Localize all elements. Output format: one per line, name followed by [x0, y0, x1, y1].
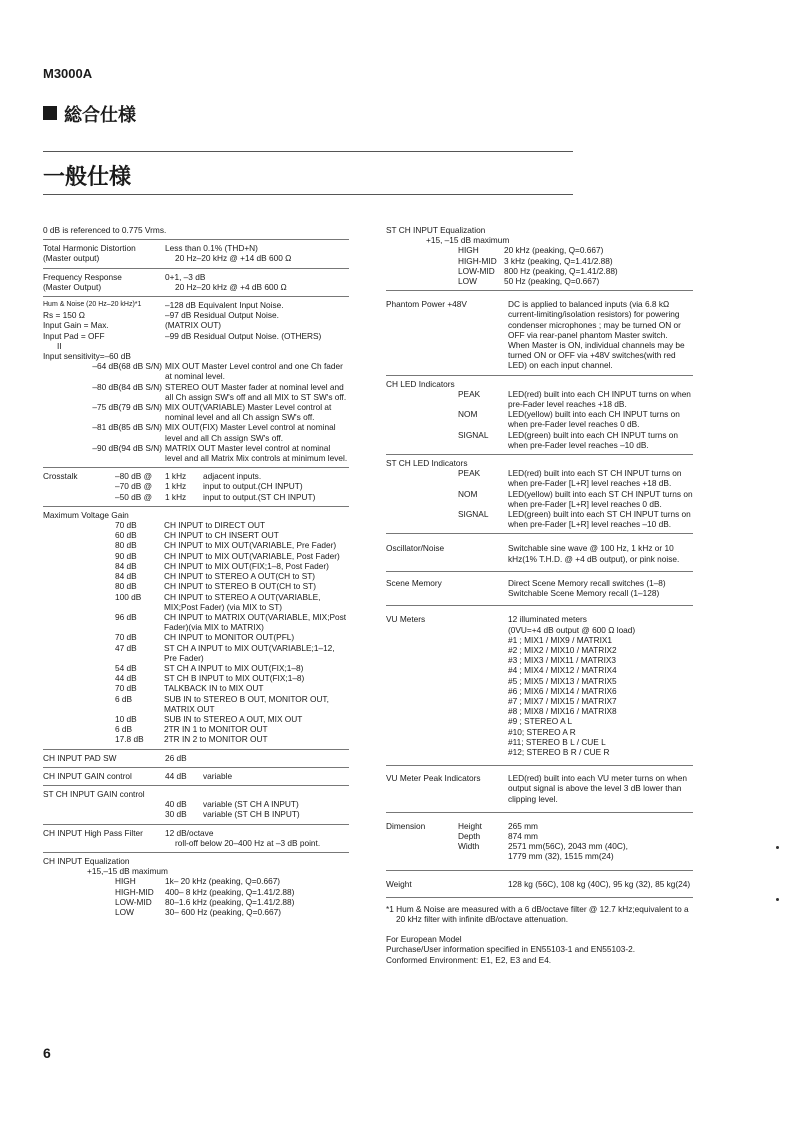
spec-frequency-response: [43, 269, 349, 297]
dim-value: 1779 mm (32), 1515 mm(24): [508, 851, 614, 862]
right-spec-column: [386, 222, 693, 969]
spec-oscillator: [386, 534, 693, 571]
spec-label: Weight: [386, 878, 412, 889]
gain-text: SUB IN to STEREO B OUT, MONITOR OUT, MATRIX OUT: [164, 693, 329, 714]
crosstalk-db: –50 dB @: [115, 491, 153, 502]
noise-level: –75 dB(79 dB S/N): [92, 402, 162, 413]
spec-thd: [43, 240, 349, 268]
noise-text: MIX OUT(FIX) Master Level control at nominal level and all Ch assign SW's off.: [165, 422, 336, 443]
gain-db: 96 dB: [115, 611, 137, 622]
dim-key: [458, 851, 508, 861]
spec-label: Total Harmonic Distortion: [43, 243, 136, 254]
gain-spacer: [43, 581, 115, 591]
spec-value: variable (ST CH B INPUT): [203, 809, 300, 820]
gain-text: CH INPUT to MIX OUT(VARIABLE, Post Fader): [164, 550, 340, 561]
led-text: LED(red) built into each CH INPUT turns on when pre-Fader level reaches +18 dB.: [508, 388, 691, 410]
spec-value: When Master is ON, individual channels may be turned ON or OFF via +48V switches(with red LED) on each input channel.: [508, 340, 685, 371]
eq-band: HIGH: [115, 876, 136, 887]
spec-value: –99 dB Residual Output Noise. (OTHERS): [165, 330, 322, 341]
vu-line: #5 ; MIX5 / MIX13 / MATRIX5: [508, 675, 617, 686]
spec-value: Direct Scene Memory recall switches (1–8): [508, 577, 666, 588]
spec-value: 30 dB: [165, 809, 187, 820]
gain-text: ST CH A INPUT to MIX OUT(FIX;1–8): [164, 662, 304, 673]
vu-line: #7 ; MIX7 / MIX15 / MATRIX7: [508, 695, 617, 706]
vu-line: #12; STEREO B R / CUE R: [508, 746, 610, 757]
noise-text: MIX OUT Master Level control and one Ch fader at nominal level.: [165, 361, 343, 382]
gain-text: 2TR IN 1 to MONITOR OUT: [164, 724, 268, 735]
spec-label: ST CH LED Indicators: [386, 458, 468, 469]
vu-line: #10; STEREO A R: [508, 726, 576, 737]
crosstalk-freq: 1 kHz: [165, 491, 187, 502]
gain-text: CH INPUT to DIRECT OUT: [164, 520, 266, 531]
spec-reference: [43, 222, 349, 240]
gain-text: ST CH A INPUT to MIX OUT(VARIABLE;1–12, Pre Fader): [164, 642, 335, 663]
crosstalk-freq: 1 kHz: [165, 481, 187, 492]
dim-key: Depth: [458, 830, 481, 841]
footnotes: [386, 898, 693, 969]
spec-scene-memory: [386, 572, 693, 606]
led-key: NOM: [458, 488, 478, 499]
spec-label: CH INPUT Equalization: [43, 855, 130, 866]
vu-line: #6 ; MIX6 / MIX14 / MATRIX6: [508, 685, 617, 696]
gain-text: TALKBACK IN to MIX OUT: [164, 683, 264, 694]
gain-db: 80 dB: [115, 581, 137, 592]
gain-spacer: [43, 734, 115, 744]
spec-label: Frequency Response: [43, 271, 122, 282]
led-key: SIGNAL: [458, 429, 489, 440]
crosstalk-text: input to output.(CH INPUT): [203, 481, 303, 492]
spec-label: ST CH INPUT GAIN control: [43, 788, 145, 799]
eq-band: LOW-MID: [458, 265, 495, 276]
spec-dimension: [386, 813, 693, 871]
spec-gain-control: [43, 768, 349, 786]
dim-key: Height: [458, 820, 482, 831]
gain-spacer: [43, 571, 115, 581]
gain-spacer: [43, 663, 115, 673]
noise-level: –64 dB(68 dB S/N): [92, 361, 162, 372]
vu-line: #3 ; MIX3 / MIX11 / MATRIX3: [508, 655, 617, 666]
vu-line: #11; STEREO B L / CUE L: [508, 736, 606, 747]
eq-value: 3 kHz (peaking, Q=1.41/2.88): [504, 255, 613, 266]
gain-spacer: [43, 612, 115, 632]
led-key: PEAK: [458, 468, 481, 479]
gain-db: 100 dB: [115, 591, 142, 602]
noise-text: MIX OUT(VARIABLE) Master Level control at nominal level and all Ch assign SW's off.: [165, 402, 332, 423]
vu-line: #2 ; MIX2 / MIX10 / MATRIX2: [508, 644, 617, 655]
eq-value: 80–1.6 kHz (peaking, Q=1.41/2.88): [165, 896, 295, 907]
divider: [43, 151, 573, 152]
eq-value: 50 Hz (peaking, Q=0.667): [504, 276, 600, 287]
led-key: PEAK: [458, 388, 481, 399]
spec-high-pass-filter: [43, 825, 349, 853]
gain-spacer: [43, 632, 115, 642]
spec-label: CH INPUT High Pass Filter: [43, 827, 143, 838]
spec-label: VU Meter Peak Indicators: [386, 773, 481, 784]
spec-value: 20 Hz–20 kHz @ +14 dB 600 Ω: [175, 253, 292, 264]
gain-db: 60 dB: [115, 530, 137, 541]
gain-db: 6 dB: [115, 724, 133, 735]
vu-line: #1 ; MIX1 / MIX9 / MATRIX1: [508, 634, 613, 645]
spec-label: Scene Memory: [386, 577, 442, 588]
led-text: LED(yellow) built into each ST CH INPUT turns on when pre-Fader [L+R] level reaches 0 dB.: [508, 488, 693, 509]
spec-value: (MATRIX OUT): [165, 320, 222, 331]
spec-value: –97 dB Residual Output Noise.: [165, 310, 279, 321]
spec-weight: [386, 871, 693, 898]
noise-text: STEREO OUT Master fader at nominal level and all Ch assign SW's off and all MIX to ST SW's off.: [165, 381, 347, 402]
spec-value: LED(red) built into each VU meter turns on when output signal is above the level 3 dB lower than clipping level.: [508, 773, 687, 804]
eq-value: 30– 600 Hz (peaking, Q=0.667): [165, 906, 282, 917]
spec-ch-led: [386, 376, 693, 455]
spec-label: (Master Output): [43, 281, 102, 292]
gain-text: CH INPUT to STEREO B OUT(CH to ST): [164, 581, 316, 592]
model-name: M3000A: [43, 66, 93, 81]
gain-spacer: [43, 592, 115, 612]
gain-db: 84 dB: [115, 571, 137, 582]
spec-label: Hum & Noise (20 Hz–20 kHz)*1: [43, 301, 142, 309]
spec-label: Crosstalk: [43, 471, 78, 482]
gain-db: 70 dB: [115, 683, 137, 694]
gain-text: CH INPUT to MATRIX OUT(VARIABLE, MIX;Post Fader)(via MIX to MATRIX): [164, 611, 347, 633]
scan-speck: [776, 898, 779, 901]
gain-spacer: [43, 643, 115, 663]
reference-text: 0 dB is referenced to 0.775 Vrms.: [43, 225, 167, 235]
gain-db: 80 dB: [115, 540, 137, 551]
scan-speck: [776, 846, 779, 849]
spec-value: 20 Hz–20 kHz @ +4 dB 600 Ω: [175, 281, 287, 292]
gain-db: 44 dB: [115, 673, 137, 684]
spec-value: Less than 0.1% (THD+N): [165, 243, 258, 254]
eq-range: +15,–15 dB maximum: [87, 866, 168, 877]
gain-db: 70 dB: [115, 520, 137, 531]
noise-text: MATRIX OUT Master level control at nominal level and all Matrix Mix controls at minimum level.: [165, 442, 348, 464]
spec-st-gain-control: [43, 786, 349, 825]
spec-value: 12 dB/octave: [165, 827, 214, 838]
spec-label: CH INPUT GAIN control: [43, 770, 132, 781]
led-key: NOM: [458, 409, 478, 420]
euro-line: For European Model: [386, 934, 462, 945]
spec-value: variable (ST CH A INPUT): [203, 799, 299, 810]
vu-line: 12 illuminated meters: [508, 614, 587, 625]
spec-label: Maximum Voltage Gain: [43, 509, 129, 520]
footnote: *1 Hum & Noise are measured with a 6 dB/octave filter @ 12.7 kHz;equivalent to a 20 kHz filter with infinite dB/octave attenuation.: [386, 903, 689, 924]
spec-label: CH INPUT PAD SW: [43, 752, 117, 763]
euro-line: Conformed Environment: E1, E2, E3 and E4.: [386, 954, 552, 965]
spec-label: Rs = 150 Ω: [43, 310, 85, 321]
eq-band: LOW: [458, 276, 477, 287]
gain-spacer: [43, 520, 115, 530]
spec-label: Input Pad = OFF: [43, 330, 105, 341]
spec-max-voltage-gain: [43, 507, 349, 750]
left-spec-column: [43, 222, 349, 921]
spec-label: Input Gain = Max.: [43, 320, 109, 331]
gain-text: CH INPUT to CH INSERT OUT: [164, 530, 279, 541]
eq-value: 400– 8 kHz (peaking, Q=1.41/2.88): [165, 886, 295, 897]
spec-value: Switchable sine wave @ 100 Hz, 1 kHz or 10 kHz(1% T.H.D. @ +4 dB output), or pink noise.: [508, 543, 680, 564]
spec-label: (Master output): [43, 253, 100, 264]
gain-spacer: [43, 694, 115, 714]
gain-spacer: [43, 530, 115, 540]
spec-value: 128 kg (56C), 108 kg (40C), 95 kg (32), 85 kg(24): [508, 878, 691, 889]
crosstalk-db: –80 dB @: [115, 471, 153, 482]
noise-level: –90 dB(94 dB S/N): [92, 442, 162, 453]
dim-value: 874 mm: [508, 830, 538, 841]
spec-vu-peak: [386, 766, 693, 813]
vu-line: #8 ; MIX8 / MIX16 / MATRIX8: [508, 706, 617, 717]
eq-value: 20 kHz (peaking, Q=0.667): [504, 245, 604, 256]
spec-label: VU Meters: [386, 614, 426, 625]
sub-title: 一般仕様: [43, 165, 132, 190]
gain-spacer: [43, 724, 115, 734]
gain-spacer: [43, 673, 115, 683]
dim-value: 265 mm: [508, 820, 538, 831]
spec-value: 44 dB: [165, 770, 187, 781]
gain-text: SUB IN to STEREO A OUT, MIX OUT: [164, 713, 303, 724]
spec-value: 0+1, –3 dB: [165, 271, 206, 282]
eq-band: HIGH-MID: [458, 255, 497, 266]
noise-level: –81 dB(85 dB S/N): [92, 422, 162, 433]
gain-spacer: [43, 561, 115, 571]
gain-text: CH INPUT to MIX OUT(VARIABLE, Pre Fader): [164, 540, 337, 551]
gain-text: CH INPUT to STEREO A OUT(CH to ST): [164, 571, 316, 582]
gain-spacer: [43, 540, 115, 550]
eq-value: 1k– 20 kHz (peaking, Q=0.667): [165, 876, 281, 887]
spec-st-ch-led: [386, 455, 693, 534]
noise-level: –80 dB(84 dB S/N): [92, 381, 162, 392]
spec-label: Oscillator/Noise: [386, 543, 445, 554]
spec-label: II: [57, 340, 62, 351]
spec-label: Phantom Power +48V: [386, 299, 467, 310]
spec-phantom-power: [386, 291, 693, 375]
led-text: LED(yellow) built into each CH INPUT turns on when pre-Fader level reaches 0 dB.: [508, 409, 680, 430]
vu-line: #9 ; STEREO A L: [508, 716, 573, 727]
gain-db: 90 dB: [115, 550, 137, 561]
eq-band: LOW: [115, 906, 134, 917]
gain-spacer: [43, 683, 115, 693]
eq-range: +15, –15 dB maximum: [426, 235, 510, 246]
gain-spacer: [43, 714, 115, 724]
gain-db: 10 dB: [115, 713, 137, 724]
gain-db: 47 dB: [115, 642, 137, 653]
section-title: 総合仕様: [64, 105, 136, 126]
gain-db: 84 dB: [115, 560, 137, 571]
gain-db: 70 dB: [115, 632, 137, 643]
spec-value: roll-off below 20–400 Hz at –3 dB point.: [175, 837, 321, 848]
crosstalk-text: input to output.(ST CH INPUT): [203, 491, 316, 502]
spec-value: 40 dB: [165, 799, 187, 810]
spec-label: Input sensitivity=–60 dB: [43, 351, 131, 362]
led-text: LED(green) built into each CH INPUT turns on when pre-Fader level reaches –10 dB.: [508, 429, 679, 450]
gain-text: CH INPUT to STEREO A OUT(VARIABLE, MIX;Post Fader) (via MIX to ST): [164, 591, 321, 612]
crosstalk-text: adjacent inputs.: [203, 471, 262, 482]
eq-value: 800 Hz (peaking, Q=1.41/2.88): [504, 265, 618, 276]
eq-band: HIGH: [458, 245, 479, 256]
gain-text: CH INPUT to MONITOR OUT(PFL): [164, 632, 295, 643]
spec-pad-sw: [43, 750, 349, 768]
gain-text: 2TR IN 2 to MONITOR OUT: [164, 734, 268, 745]
page-number: 6: [43, 1045, 51, 1061]
spec-value: –128 dB Equivalent Input Noise.: [165, 300, 284, 311]
spec-value: Switchable Scene Memory recall (1–128): [508, 588, 660, 599]
spec-value: 26 dB: [165, 752, 187, 763]
spec-hum-noise: [43, 297, 349, 468]
spec-vu-meters: [386, 606, 693, 766]
divider: [43, 194, 573, 195]
gain-db: 6 dB: [115, 693, 133, 704]
spec-value: DC is applied to balanced inputs (via 6.8 kΩ current-limiting/isolation resistors) for powering condenser microphones ; may be turned ON or OFF via rear-panel phantom Master switch.: [508, 299, 681, 340]
section-square-icon: [43, 106, 57, 120]
led-key: SIGNAL: [458, 509, 489, 520]
led-text: LED(green) built into each ST CH INPUT turns on when pre-Fader [L+R] level reaches –10 dB.: [508, 509, 691, 530]
dim-value: 2571 mm(56C), 2043 mm (40C),: [508, 841, 628, 852]
eq-band: LOW-MID: [115, 896, 152, 907]
vu-line: #4 ; MIX4 / MIX12 / MATRIX4: [508, 665, 617, 676]
crosstalk-db: –70 dB @: [115, 481, 153, 492]
spec-label: Dimension: [386, 820, 426, 831]
spec-label: CH LED Indicators: [386, 378, 455, 389]
gain-text: ST CH B INPUT to MIX OUT(FIX;1–8): [164, 673, 305, 684]
spec-st-equalization: [386, 222, 693, 291]
gain-text: CH INPUT to MIX OUT(FIX;1–8, Post Fader): [164, 560, 329, 571]
spec-crosstalk: [43, 468, 349, 507]
led-text: LED(red) built into each ST CH INPUT turns on when pre-Fader [L+R] level reaches +18 dB.: [508, 468, 682, 489]
gain-db: 54 dB: [115, 662, 137, 673]
gain-db: 17.8 dB: [115, 734, 144, 745]
euro-line: Purchase/User information specified in EN55103-1 and EN55103-2.: [386, 944, 636, 955]
vu-line: (0VU=+4 dB output @ 600 Ω load): [508, 624, 636, 635]
eq-band: HIGH-MID: [115, 886, 154, 897]
spec-label: ST CH INPUT Equalization: [386, 225, 486, 235]
spec-ch-equalization: [43, 853, 349, 921]
dim-key: Width: [458, 841, 480, 852]
gain-spacer: [43, 551, 115, 561]
spec-value: variable: [203, 770, 233, 781]
crosstalk-freq: 1 kHz: [165, 471, 187, 482]
